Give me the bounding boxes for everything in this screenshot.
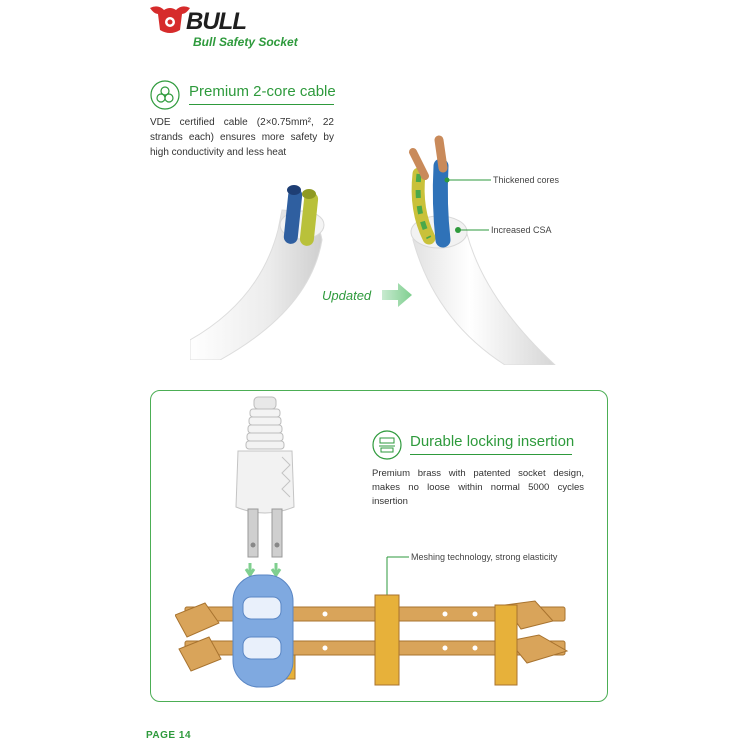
title-underline: [410, 454, 572, 455]
three-circles-icon: [150, 80, 180, 110]
title-underline: [189, 104, 334, 105]
brass-contacts-image: [175, 545, 595, 695]
old-cable-image: [190, 170, 350, 360]
brand-subtitle: Bull Safety Socket: [193, 35, 298, 49]
thickened-cores-callout: Thickened cores: [493, 175, 560, 185]
increased-csa-callout: Increased CSA: [491, 225, 552, 235]
page-number: PAGE 14: [146, 730, 191, 741]
brand-name: BULL: [186, 8, 246, 35]
meshing-callout: Meshing technology, strong elasticity: [411, 552, 558, 562]
socket-icon: [372, 430, 402, 460]
updated-label: Updated: [322, 288, 372, 303]
cable-section-description: VDE certified cable (2×0.75mm², 22 strands each) ensures more safety by high conductivity and less heat: [150, 117, 334, 158]
new-cable-image: [395, 130, 565, 365]
locking-section-description: Premium brass with patented socket design, makes no loose within normal 5000 cycles insertion: [372, 468, 584, 507]
cable-section-title: Premium 2-core cable: [189, 83, 336, 100]
locking-section-title: Durable locking insertion: [410, 433, 575, 450]
